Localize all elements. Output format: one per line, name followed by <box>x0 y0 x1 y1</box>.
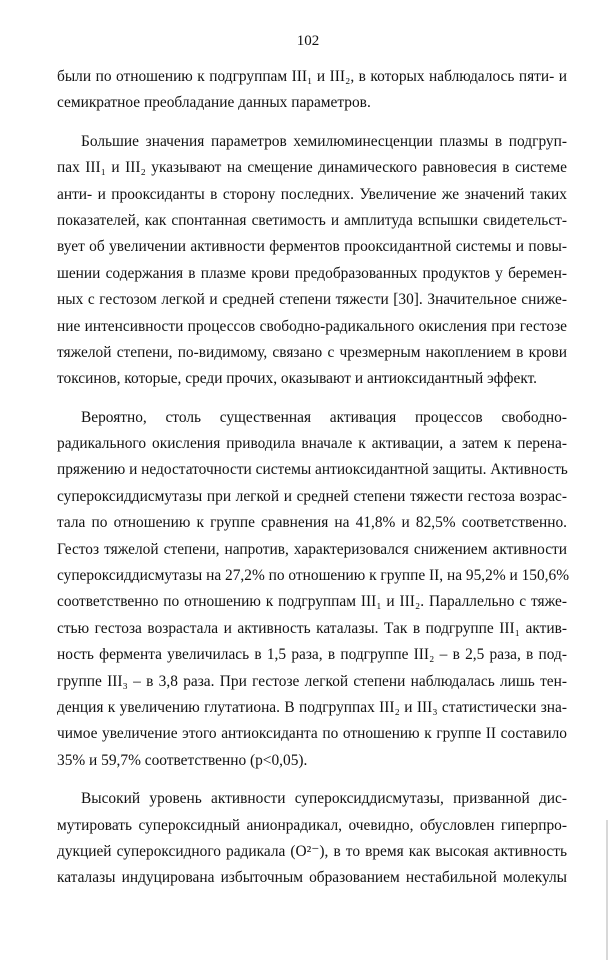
text-line: ных с гестозом легкой и средней степени тяжести [30]. Значительное сниже- <box>57 291 567 309</box>
text-line: семикратное преобладание данных параметров. <box>57 94 371 112</box>
text-line: 35% и 59,7% соответственно (p<0,05). <box>57 751 308 769</box>
page-number: 102 <box>296 33 320 49</box>
text-line: были по отношению к подгруппам III₁ и III₂, в которых наблюдалось пяти- и <box>57 68 567 85</box>
text-line: Высокий уровень активности супероксиддисмутазы, призванной дис- <box>81 790 567 808</box>
text-line: ние интенсивности процессов свободно-радикального окисления при гестозе <box>57 317 567 335</box>
text-line: супероксиддисмутазы при легкой и средней степени тяжести гестоза возрас- <box>57 487 567 505</box>
text-line: пах III₁ и III₂ указывают на смещение динамического равновесия в системе <box>57 159 567 177</box>
text-line: чимое увеличение этого антиоксиданта по отношению к группе II составило <box>57 725 567 743</box>
text-line: Гестоз тяжелой степени, напротив, характеризовался снижением активности <box>57 540 567 558</box>
text-line: денция к увеличению глутатиона. В подгруппах III₂ и III₃ статистически зна- <box>57 698 567 716</box>
text-line: дукцией супероксидного радикала (O²⁻), в то время как высокая активность <box>57 842 567 860</box>
paragraph-3 <box>57 405 570 774</box>
body-text <box>57 64 570 892</box>
text-line: мутировать супероксидный анионрадикал, очевидно, обусловлен гиперпро- <box>57 816 567 834</box>
text-line: Вероятно, столь существенная активация процессов свободно- <box>81 408 567 426</box>
text-line: ность фермента увеличилась в 1,5 раза, в подгруппе III₂ – в 2,5 раза, в под- <box>57 646 567 664</box>
text-line: радикального окисления приводила вначале к активации, а затем к перена- <box>57 435 567 453</box>
text-line: группе III₃ – в 3,8 раза. При гестозе легкой степени наблюдалась лишь тен- <box>57 672 567 690</box>
text-line: Большие значения параметров хемилюминесценции плазмы в подгруп- <box>81 132 567 150</box>
text-line: тяжелой степени, по-видимому, связано с чрезмерным накоплением в крови <box>57 343 567 361</box>
text-line: каталазы индуцирована избыточным образованием нестабильной молекулы <box>57 869 567 887</box>
text-line: пряжению и недостаточности системы антиоксидантной защиты. Активность <box>57 461 568 479</box>
paragraph-1 <box>57 64 567 117</box>
text-line: вует об увеличении активности ферментов прооксидантной системы и повы- <box>57 238 567 256</box>
text-line: соответственно по отношению к подгруппам III₁ и III₂. Параллельно с тяже- <box>57 593 567 611</box>
paragraph-4 <box>57 786 567 892</box>
text-line: шении содержания в плазме крови предобразованных продуктов у беремен- <box>57 264 567 282</box>
text-line: тала по отношению к группе сравнения на 41,8% и 82,5% соответственно. <box>57 514 567 532</box>
text-line: супероксиддисмутазы на 27,2% по отношению к группе II, на 95,2% и 150,6% <box>57 567 570 585</box>
page-edge-shadow <box>606 820 608 960</box>
paragraph-2 <box>57 129 567 393</box>
text-line: анти- и прооксиданты в сторону последних. Увеличение же значений таких <box>57 185 567 203</box>
text-line: стью гестоза возрастала и активность каталазы. Так в подгруппе III₁ актив- <box>57 619 567 637</box>
text-line: показателей, как спонтанная светимость и амплитуда вспышки свидетельст- <box>57 211 567 229</box>
text-line: токсинов, которые, среди прочих, оказывают и антиоксидантный эффект. <box>57 370 538 388</box>
